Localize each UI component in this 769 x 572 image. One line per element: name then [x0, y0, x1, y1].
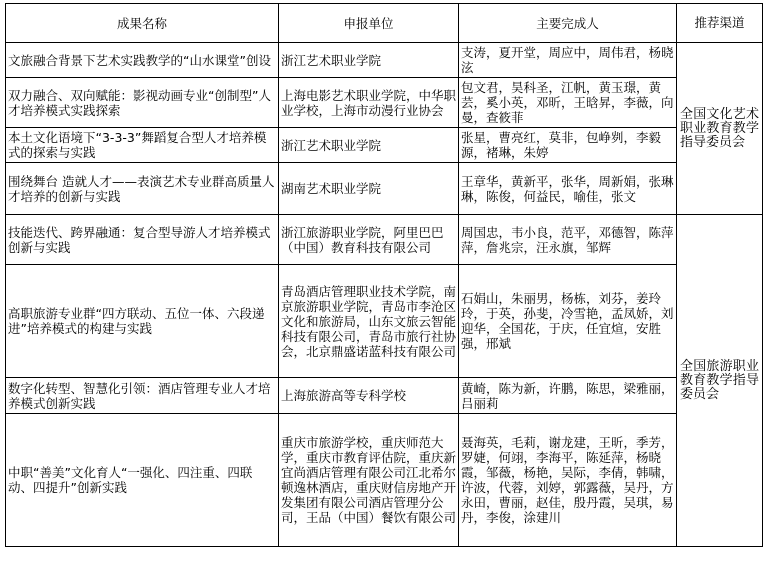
recommend-channel: 全国文化艺术职业教育教学指导委员会: [677, 43, 763, 215]
main-persons: 张星，曹亮红，莫非，包峥刿，李毅源，褚琳，朱婷: [459, 128, 677, 163]
header-name: 成果名称: [6, 4, 279, 43]
achievement-name: 文旅融合背景下艺术实践教学的“山水课堂”创设: [6, 43, 279, 78]
table-row: [6, 163, 763, 215]
header-unit: 申报单位: [279, 4, 459, 43]
results-table: [5, 3, 763, 547]
main-persons: 聂海英，毛莉，谢龙建，王昕，季芳，罗婕，何翊，李海平，陈延萍，杨晓霞，邹薇，杨艳，吴际，李倩，韩啸，许波，代蓉，刘婷，郭露薇，吴丹，方永田，曹丽，赵佳，殷丹霞，吴琪，易丹，李俊，涂建川: [459, 414, 677, 547]
header-persons: 主要完成人: [459, 4, 677, 43]
table-row: [6, 128, 763, 163]
header-row: [6, 4, 763, 43]
achievement-name: 本土文化语境下“3-3-3”舞蹈复合型人才培养模式的探索与实践: [6, 128, 279, 163]
main-persons: 周国忠，韦小良，范平，邓德智，陈萍萍，詹兆宗，汪永旗，邹辉: [459, 215, 677, 265]
table-row: [6, 43, 763, 78]
table-row: [6, 265, 763, 378]
applicant-unit: 浙江艺术职业学院: [279, 128, 459, 163]
applicant-unit: 浙江旅游职业学院，阿里巴巴（中国）教育科技有限公司: [279, 215, 459, 265]
main-persons: 王章华，黄新平，张华，周新娟，张琳琳，陈俊，何益民，喻佳，张文: [459, 163, 677, 215]
achievement-name: 中职“善美”文化育人“一强化、四注重、四联动、四提升”创新实践: [6, 414, 279, 547]
achievement-name: 双力融合、双向赋能：影视动画专业“创制型”人才培养模式实践探索: [6, 78, 279, 128]
table-row: [6, 215, 763, 265]
achievement-name: 技能迭代、跨界融通：复合型导游人才培养模式创新与实践: [6, 215, 279, 265]
achievement-name: 围绕舞台 造就人才——表演艺术专业群高质量人才培养的创新与实践: [6, 163, 279, 215]
applicant-unit: 浙江艺术职业学院: [279, 43, 459, 78]
header-channel: 推荐渠道: [677, 4, 763, 43]
main-persons: 包文君，昊科圣，江帆，黄玉璟，黄芸，奚小英，邓昕，王晗昇，李薇，向曼，查筱菲: [459, 78, 677, 128]
applicant-unit: 重庆市旅游学校，重庆师范大学，重庆市教育评估院，重庆新宜尚酒店管理有限公司江北希尔顿逸林酒店，重庆财信房地产开发集团有限公司酒店管理分公司，王品（中国）餐饮有限公司: [279, 414, 459, 547]
applicant-unit: 上海电影艺术职业学院，中华职业学校，上海市动漫行业协会: [279, 78, 459, 128]
applicant-unit: 青岛酒店管理职业技术学院，南京旅游职业学院，青岛市李沧区文化和旅游局，山东文旅云智能科技有限公司，青岛市旅行社协会，北京鼎盛诺蓝科技有限公司: [279, 265, 459, 378]
achievement-name: 数字化转型、智慧化引领：酒店管理专业人才培养模式创新实践: [6, 378, 279, 414]
achievement-name: 高职旅游专业群“四方联动、五位一体、六段递进”培养模式的构建与实践: [6, 265, 279, 378]
applicant-unit: 上海旅游高等专科学校: [279, 378, 459, 414]
main-persons: 支涛，夏开堂，周应中，周伟君，杨晓泫: [459, 43, 677, 78]
main-persons: 石娟山，朱丽男，杨栋，刘芬，姜玲玲，于英，孙斐，冷雪艳，孟凤娇，刘迎华，全国花，于庆，任宜煊，安胜强，邢斌: [459, 265, 677, 378]
table-row: [6, 378, 763, 414]
table-row: [6, 78, 763, 128]
main-persons: 黄崎，陈为新，许鹏，陈思，梁雅丽，吕丽莉: [459, 378, 677, 414]
table-row: [6, 414, 763, 547]
applicant-unit: 湖南艺术职业学院: [279, 163, 459, 215]
results-table-container: [5, 3, 763, 547]
recommend-channel: 全国旅游职业教育教学指导委员会: [677, 215, 763, 547]
